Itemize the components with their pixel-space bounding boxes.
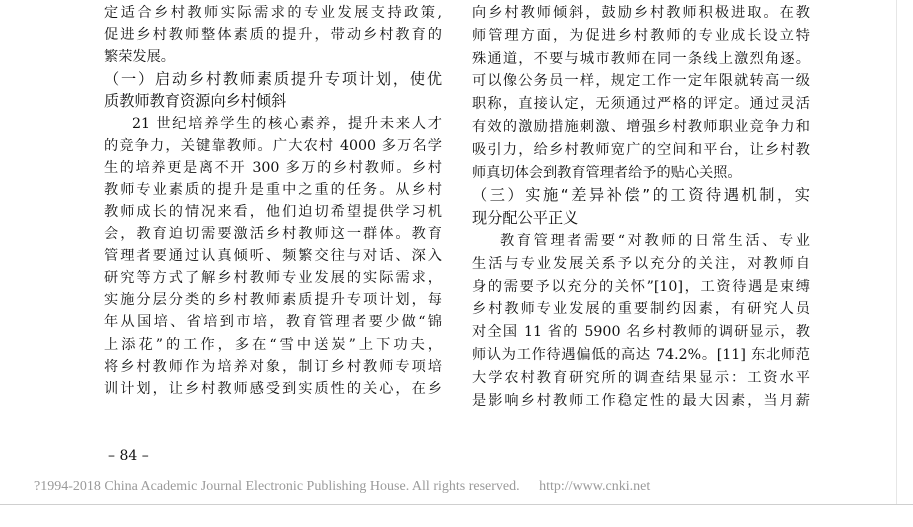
text-line: 促进乡村教师整体素质的提升，带动乡村教育的 [104, 27, 442, 44]
section-heading-line: （三）实施“差异补偿”的工资待遇机制，实 [472, 186, 810, 205]
text-line: 职称，直接认定，无须通过严格的评定。通过灵活 [472, 96, 810, 113]
text-line: 师管理方面，为促进乡村教师的专业成长设立特 [472, 27, 810, 44]
text-line: 身的需要予以充分的关怀”[10]，工资待遇是束缚 [472, 278, 810, 295]
text-line: 吸引力，给乡村教师宽广的空间和平台，让乡村教 [472, 141, 810, 158]
footer-copyright: ?1994-2018 China Academic Journal Electronic Publishing House. All rights reserved. [34, 479, 520, 494]
text-line: 生活与专业发展关系予以充分的关注，对教师自 [472, 255, 810, 272]
footer-url: http://www.cnki.net [539, 479, 651, 494]
text-line: 师认为工作待遇偏低的高达 74.2%。[11] 东北师范 [472, 347, 810, 363]
text-line: 生的培养更是离不开 300 多万的乡村教师。乡村 [104, 159, 442, 176]
text-line: 师真切体会到教育管理者给予的贴心关照。 [472, 164, 742, 181]
text-line: 对全国 11 省的 5900 名乡村教师的调研显示，教 [472, 324, 810, 341]
section-heading-line: 质教师教育资源向乡村倾斜 [104, 92, 287, 111]
text-line: 将乡村教师作为培养对象，制订乡村教师专项培 [104, 358, 442, 375]
text-line: 训计划，让乡村教师感受到实质性的关心，在乡 [104, 380, 442, 397]
text-line: 管理者要通过认真倾听、频繁交往与对话、深入 [104, 248, 442, 265]
text-line: 教育管理者需要“对教师的日常生活、专业 [500, 233, 810, 249]
footer [34, 479, 794, 495]
text-line: 向乡村教师倾斜，鼓励乡村教师积极进取。在教 [472, 5, 810, 21]
text-line: 实施分层分类的乡村教师素质提升专项计划，每 [104, 292, 442, 309]
text-line: 教师专业素质的提升是重中之重的任务。从乡村 [104, 181, 442, 198]
text-line: 上添花”的工作，多在“雪中送炭”上下功夫， [104, 336, 442, 353]
text-line: 21 世纪培养学生的核心素养，提升未来人才 [132, 115, 442, 132]
page-number: – 84 – [108, 448, 149, 464]
footer-divider [0, 504, 913, 505]
text-line: 有效的激励措施刺激、增强乡村教师职业竞争力和 [472, 119, 810, 135]
text-line: 研究等方式了解乡村教师专业发展的实际需求， [104, 270, 442, 287]
text-line: 定适合乡村教师实际需求的专业发展支持政策, [104, 5, 442, 21]
text-line: 教师成长的情况来看，他们迫切希望提供学习机 [104, 203, 442, 220]
text-line: 大学农村教育研究所的调查结果显示：工资水平 [472, 369, 810, 386]
section-heading-line: 现分配公平正义 [472, 209, 579, 228]
text-line: 乡村教师专业发展的重要制约因素，有研究人员 [472, 301, 810, 318]
text-line: 是影响乡村教师工作稳定性的最大因素，当月薪 [472, 392, 810, 409]
section-heading-line: （一）启动乡村教师素质提升专项计划，使优 [104, 70, 442, 89]
text-line: 繁荣发展。 [104, 49, 175, 66]
text-line: 会，教育迫切需要激活乡村教师这一群体。教育 [104, 226, 442, 242]
text-line: 殊通道，不要与城市教师在同一条线上激烈角逐。 [472, 50, 810, 67]
text-line: 年从国培、省培到市培，教育管理者要少做“锦 [104, 314, 442, 331]
text-line: 可以像公务员一样，规定工作一定年限就转高一级 [472, 73, 810, 90]
page-edge [896, 0, 897, 504]
text-line: 的竞争力，关键靠教师。广大农村 4000 多万名学 [104, 137, 442, 154]
